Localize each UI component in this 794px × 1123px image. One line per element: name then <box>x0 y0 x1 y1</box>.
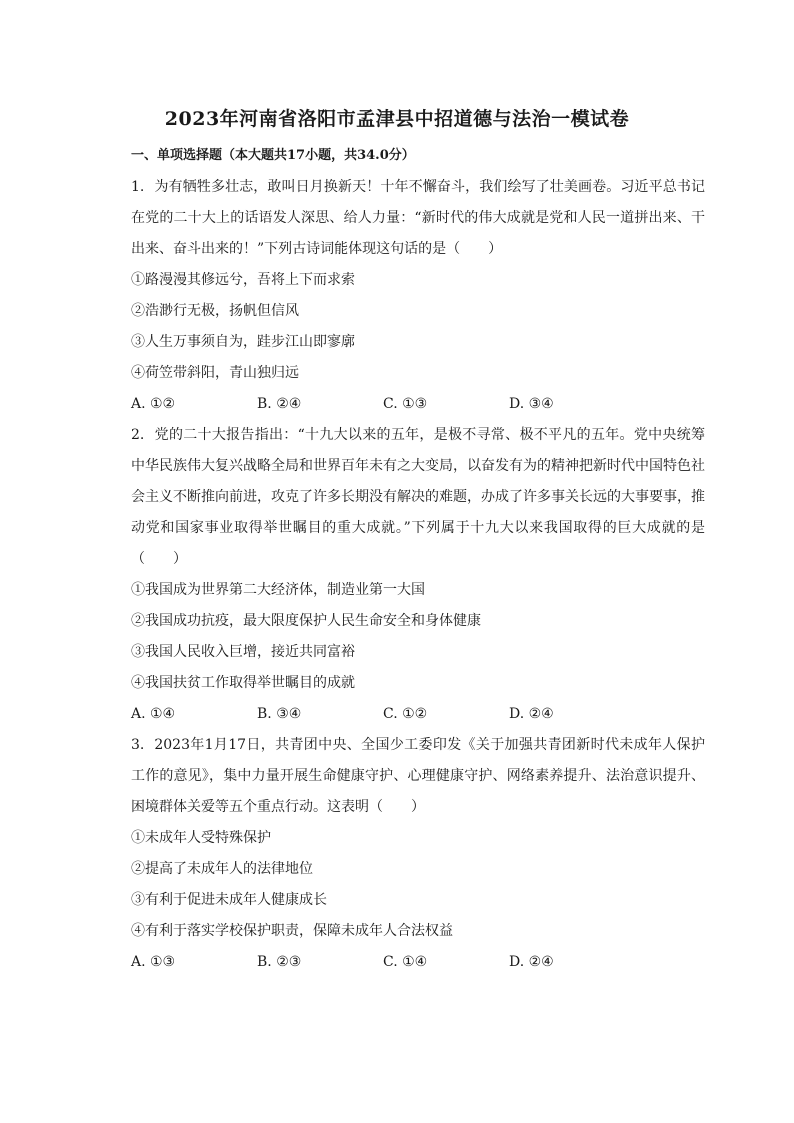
question-stem <box>131 172 705 265</box>
statement-item: ②我国成功抗疫，最大限度保护人民生命安全和身体健康 <box>131 613 481 629</box>
question-text: 党的二十大报告指出：“十九大以来的五年，是极不寻常、极不平凡的五年。党中央统筹中华民族伟大复兴战略全局和世界百年未有之大变局，以奋发有为的精神把新时代中国特色社会主义不断推向前进，攻克了许多长期没有解决的难题，办成了许多事关长远的大事要事，推动党和国家事业取得举世瞩目的重大成就。”下列属于十九大以来我国取得的巨大成就的是（ ） <box>131 427 705 567</box>
choice-b: B. ②③ <box>257 954 302 970</box>
question-text: 为有牺牲多壮志，敢叫日月换新天！十年不懈奋斗，我们绘写了壮美画卷。习近平总书记在党的二十大上的话语发人深思、给人力量：“新时代的伟大成就是党和人民一道拼出来、干出来、奋斗出来的！”下列古诗词能体现这句话的是（ ） <box>131 179 705 257</box>
choice-b: B. ③④ <box>257 706 302 722</box>
choice-b: B. ②④ <box>257 396 302 412</box>
question-number: 1. <box>131 179 145 195</box>
choice-a: A. ①② <box>131 396 176 412</box>
question-list <box>131 172 705 978</box>
choice-c: C. ①③ <box>383 396 428 412</box>
statement-item: ④有利于落实学校保护职责，保障未成年人合法权益 <box>131 923 453 939</box>
statement-item: ①路漫漫其修远兮，吾将上下而求索 <box>131 272 355 288</box>
question-stem <box>131 730 705 823</box>
choice-d: D. ②④ <box>509 954 554 970</box>
question-number: 3. <box>131 737 145 753</box>
question-number: 2. <box>131 427 145 443</box>
statement-item: ③人生万事须自为，跬步江山即寥廓 <box>131 334 355 350</box>
statement-item: ④荷笠带斜阳，青山独归远 <box>131 365 299 381</box>
question-text: 2023年1月17日，共青团中央、全国少工委印发《关于加强共青团新时代未成年人保护工作的意见》，集中力量开展生命健康守护、心理健康守护、网络素养提升、法治意识提升、困境群体关爱等五个重点行动。这表明（ ） <box>131 737 705 815</box>
statement-item: ①未成年人受特殊保护 <box>131 830 271 846</box>
choice-a: A. ①④ <box>131 706 176 722</box>
exam-title: 2023年河南省洛阳市孟津县中招道德与法治一模试卷 <box>164 108 630 130</box>
statement-item: ③我国人民收入巨增，接近共同富裕 <box>131 644 355 660</box>
statement-item: ②浩渺行无极，扬帆但信风 <box>131 303 299 319</box>
question-stem <box>131 420 705 575</box>
question-3 <box>131 730 705 978</box>
choice-a: A. ①③ <box>131 954 176 970</box>
choice-c: C. ①② <box>383 706 428 722</box>
question-2 <box>131 420 705 730</box>
answer-choices <box>131 389 705 420</box>
statement-item: ②提高了未成年人的法律地位 <box>131 861 313 877</box>
choice-d: D. ②④ <box>509 706 554 722</box>
section-heading: 一、单项选择题（本大题共17小题，共34.0分） <box>131 148 415 163</box>
statement-item: ③有利于促进未成年人健康成长 <box>131 892 327 908</box>
choice-c: C. ①④ <box>383 954 428 970</box>
statement-item: ④我国扶贫工作取得举世瞩目的成就 <box>131 675 355 691</box>
answer-choices <box>131 699 705 730</box>
statement-item: ①我国成为世界第二大经济体，制造业第一大国 <box>131 582 425 598</box>
answer-choices <box>131 947 705 978</box>
choice-d: D. ③④ <box>509 396 554 412</box>
question-1 <box>131 172 705 420</box>
